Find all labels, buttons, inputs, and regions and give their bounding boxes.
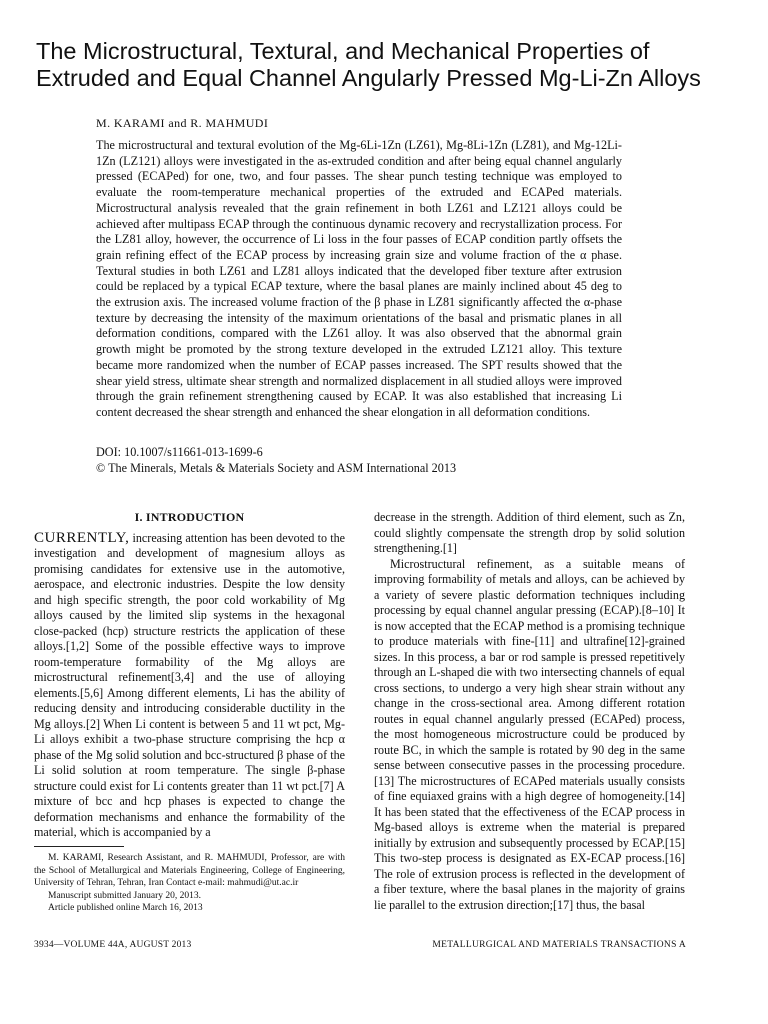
doi-link[interactable]: DOI: 10.1007/s11661-013-1699-6 — [96, 445, 263, 459]
footnote-submitted: Manuscript submitted January 20, 2013. — [48, 890, 202, 901]
footnote-rule — [34, 846, 124, 847]
footnote-published: Article published online March 16, 2013 — [48, 903, 203, 913]
right-paragraph-1: decrease in the strength. Addition of third element, such as Zn, could slightly compensate the strength drop by solid solution strengthening.[1] — [374, 510, 685, 555]
footnote-affiliation: M. KARAMI, Research Assistant, and R. MAHMUDI, Professor, are with the School of Metallurgical and Materials Engineering, College of Engineering, University of Tehran, Tehran, Iran Contact e-mail: mahmudi@ut.ac.ir — [34, 853, 345, 888]
authors: M. KARAMI and R. MAHMUDI — [96, 116, 269, 130]
footer-volume: 3934—VOLUME 44A, AUGUST 2013 — [34, 940, 192, 950]
paper-title: The Microstructural, Textural, and Mechanical Properties of Extruded and Equal Channel Angularly Pressed Mg-Li-Zn Alloys — [36, 38, 701, 91]
intro-text: increasing attention has been devoted to the investigation and development of magnesium alloys as promising candidates for extensive use in the automotive, aerospace, and electronic industries. Despite the low density and high specific strength, the poor cold workability of Mg alloys caused by the limited slip systems in the hexagonal close-packed (hcp) structure restricts the application of these alloys.[1,2] Some of the possible effective ways to improve room-temperature formability of the Mg alloys are microstructural refinement[3,4] and the use of alloying elements.[5,6] Among different elements, Li has the ability of reducing density and introducing considerable ductility in the Mg alloys.[2] When Li content is between 5 and 11 wt pct, Mg-Li alloys exhibit a two-phase structure comprising the hcp α phase of the Mg solid solution and bcc-structured β phase of the Li solid solution at room temperature. The single β-phase structure could exist for Li contents greater than 11 wt pct.[7] A mixture of bcc and hcp phases is expected to change the deformation mechanisms and enhance the formability of the material, which is accompanied by a — [34, 530, 345, 839]
right-column — [374, 510, 685, 913]
left-column — [34, 510, 345, 841]
intro-paragraph — [34, 531, 345, 841]
right-paragraph-2: Microstructural refinement, as a suitable means of improving formability of metals and alloys, can be achieved by a variety of severe plastic deformation techniques including processing by equal channel angular pressing (ECAP).[8–10] It is now accepted that the ECAP method is a promising technique to produce materials with fine-[11] and ultrafine[12]-grained sizes. In this process, a bar or rod sample is pressed repetitively through an L-shaped die with two intersecting channels of equal cross sections, to undergo a very high shear strain without any change in the cross-sectional area. Among different rotation routes in equal channel angularly pressed (ECAPed) process, the most homogeneous microstructure could be produced by route BC, in which the sample is rotated by 90 deg in the same sense between consecutive passes in the processing procedure.[13] The microstructures of ECAPed materials usually consists of fine equiaxed grains with a high degree of homogeneity.[14] It has been stated that the effectiveness of the ECAP process in Mg-based alloys is extreme when the material is prepared initially by extrusion and subsequently processed by ECAP.[15] This two-step process is designated as EX-ECAP process.[16] The role of extrusion process is reflected in the development of a fiber texture, where the basal planes in the majority of grains lie parallel to the extrusion direction;[17] thus, the basal — [374, 556, 685, 912]
intro-dropcap: CURRENTLY, — [34, 529, 130, 546]
copyright: © The Minerals, Metals & Materials Society and ASM International 2013 — [96, 461, 457, 475]
article-meta — [96, 444, 456, 476]
footnote — [34, 852, 345, 915]
abstract — [96, 138, 622, 421]
abstract-text: The microstructural and textural evolution of the Mg-6Li-1Zn (LZ61), Mg-8Li-1Zn (LZ81), and Mg-12Li-1Zn (LZ121) alloys were investigated in the as-extruded condition and after being equal channel angularly pressed (ECAPed) for one, two, and four passes. The shear punch testing technique was employed to evaluate the room-temperature mechanical properties of the extruded and ECAPed materials. Microstructural analysis revealed that the grain refinement in both LZ61 and LZ121 alloys could be achieved after multipass ECAP through the continuous dynamic recovery and recrystallization process. For the LZ81 alloy, however, the occurrence of Li loss in the four passes of ECAP condition partly offsets the grain refining effect of the ECAP process by increasing grain size and volume fraction of the α phase. Textural studies in both LZ61 and LZ81 alloys indicated that the developed fiber texture after extrusion could be replaced by a typical ECAP texture, where the basal planes are mainly inclined about 45 deg to the extrusion axis. The increased volume fraction of the β phase in LZ81 significantly affected the α-phase texture by decreasing the intensity of the maximum orientations of the basal and prismatic planes in all deformation conditions, compared with the LZ61 alloy. It was also observed that the abnormal grain growth might be promoted by the strong texture developed in the extruded LZ121 alloy. This texture became more randomized when the number of ECAP passes increased. The SPT results showed that the shear yield stress, ultimate shear strength and normalized displacement in all studied alloys were improved through the grain refinement strengthening caused by ECAP. It was also established that increasing Li content decreased the shear strength and enhanced the shear elongation in all deformation conditions. — [96, 138, 622, 419]
section-heading: I. INTRODUCTION — [134, 510, 245, 524]
footer-journal: METALLURGICAL AND MATERIALS TRANSACTIONS A — [432, 940, 686, 950]
